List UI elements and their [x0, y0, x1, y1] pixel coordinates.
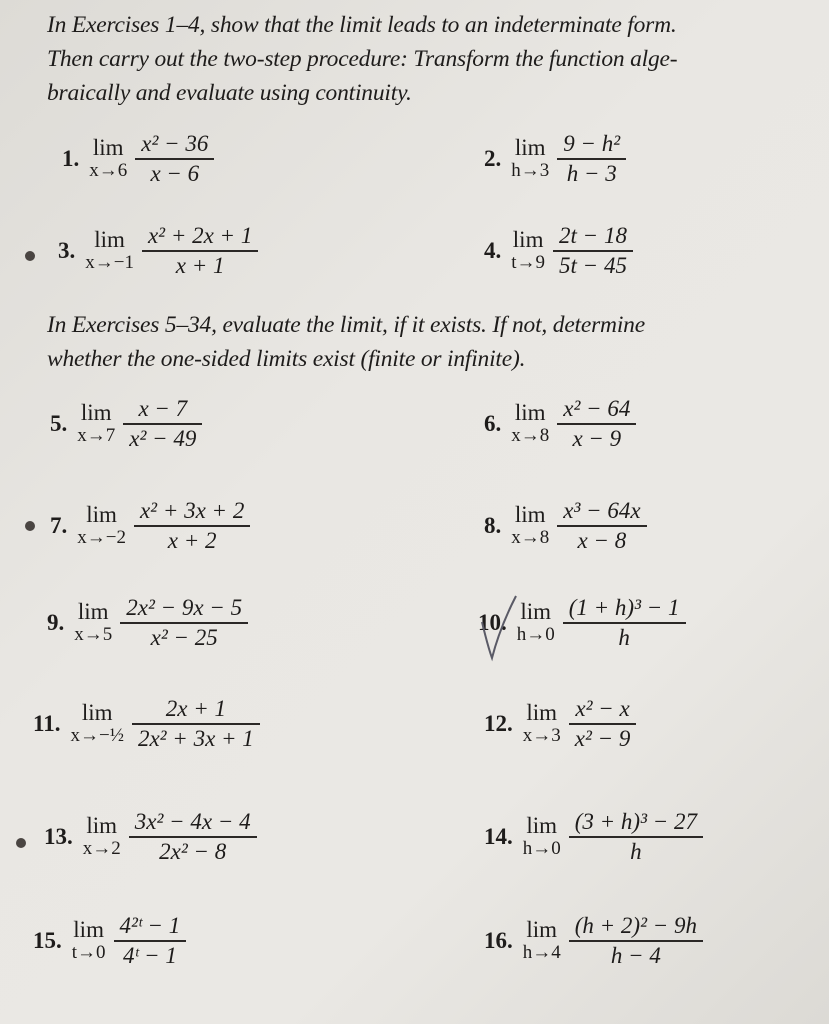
exercise-number: 8.	[484, 512, 502, 538]
exercise-item	[484, 695, 636, 753]
exercise-item	[484, 222, 633, 280]
denominator: h − 4	[610, 942, 661, 968]
exercise-item	[33, 695, 260, 753]
numerator: x² + 2x + 1	[147, 223, 253, 248]
lim-word: lim	[514, 134, 546, 160]
numerator: x² − x	[575, 696, 630, 721]
limit-approach: x→2	[82, 837, 121, 859]
limit-operator	[511, 503, 549, 549]
numerator: (1 + h)³ − 1	[568, 595, 680, 620]
denominator: x² − 25	[150, 624, 218, 650]
lim-word: lim	[92, 134, 124, 160]
limit-approach: x→−½	[70, 724, 124, 746]
limit-approach: x→3	[522, 724, 561, 746]
numerator: (h + 2)² − 9h	[574, 913, 698, 938]
limit-operator	[517, 600, 555, 646]
limit-operator	[511, 136, 549, 182]
exercise-number: 12.	[484, 710, 513, 736]
exercise-number: 7.	[50, 512, 68, 538]
exercise-number: 9.	[47, 609, 65, 635]
limit-operator	[77, 401, 115, 447]
exercise-item	[484, 808, 703, 866]
fraction	[129, 808, 257, 866]
exercise-number: 5.	[50, 410, 68, 436]
limit-operator	[89, 136, 127, 182]
limit-operator	[83, 814, 121, 860]
limit-approach: t→0	[71, 941, 106, 963]
numerator: x² + 3x + 2	[139, 498, 245, 523]
lim-word: lim	[514, 399, 546, 425]
limit-approach: x→−2	[77, 526, 126, 548]
denominator: x − 9	[572, 425, 622, 451]
lim-word: lim	[526, 916, 558, 942]
denominator: x + 2	[167, 527, 217, 553]
fraction	[120, 594, 248, 652]
denominator: x + 1	[175, 252, 225, 278]
limit-operator	[511, 401, 549, 447]
limit-operator	[70, 701, 123, 747]
instruction-line: In Exercises 5–34, evaluate the limit, if it exists. If not, determine	[47, 312, 645, 338]
limit-approach: x→7	[77, 424, 116, 446]
fraction	[132, 695, 260, 753]
numerator: 3x² − 4x − 4	[134, 809, 251, 834]
denominator: x² − 49	[129, 425, 197, 451]
lim-word: lim	[514, 501, 546, 527]
exercise-item	[62, 130, 214, 188]
instruction-line: In Exercises 1–4, show that the limit leads to an indeterminate form.	[47, 12, 677, 38]
instructions-exercises-5-34	[47, 308, 817, 376]
numerator: x² − 36	[141, 131, 209, 156]
exercise-item	[484, 497, 647, 555]
numerator: 2t − 18	[559, 223, 627, 248]
fraction	[135, 130, 214, 188]
exercise-item	[484, 395, 636, 453]
limit-approach: h→4	[522, 941, 561, 963]
fraction	[563, 594, 686, 652]
limit-operator	[77, 503, 126, 549]
exercise-number: 6.	[484, 410, 502, 436]
exercise-number: 10.	[478, 609, 507, 635]
fraction	[553, 222, 633, 280]
exercise-number: 1.	[62, 145, 80, 171]
limit-approach: x→5	[74, 623, 113, 645]
numerator: x² − 64	[563, 396, 631, 421]
exercise-number: 3.	[58, 237, 76, 263]
denominator: 2x² − 8	[159, 838, 227, 864]
exercise-number: 13.	[44, 823, 73, 849]
exercise-item	[50, 497, 250, 555]
exercise-item	[44, 808, 257, 866]
exercise-item	[484, 130, 626, 188]
lim-word: lim	[94, 226, 125, 252]
limit-operator	[523, 814, 561, 860]
exercise-number: 15.	[33, 927, 62, 953]
limit-approach: h→0	[516, 623, 555, 645]
numerator: 9 − h²	[563, 131, 621, 156]
lim-word: lim	[86, 812, 118, 838]
denominator: 2x² + 3x + 1	[137, 725, 254, 751]
lim-word: lim	[80, 399, 112, 425]
lim-word: lim	[526, 699, 558, 725]
lim-word: lim	[73, 916, 104, 942]
numerator: x³ − 64x	[563, 498, 641, 523]
numerator: (3 + h)³ − 27	[574, 809, 698, 834]
denominator: 4ᵗ − 1	[122, 942, 177, 968]
denominator: h − 3	[566, 160, 617, 186]
limit-operator	[72, 918, 106, 964]
limit-operator	[523, 918, 561, 964]
fraction	[123, 395, 202, 453]
denominator: x² − 9	[574, 725, 631, 751]
exercise-number: 4.	[484, 237, 502, 263]
denominator: h	[618, 624, 630, 650]
pen-mark-icon	[16, 838, 26, 848]
limit-approach: h→0	[522, 837, 561, 859]
fraction	[569, 808, 703, 866]
limit-approach: x→8	[511, 424, 550, 446]
fraction	[114, 912, 187, 970]
lim-word: lim	[81, 699, 113, 725]
denominator: x − 6	[150, 160, 200, 186]
pen-mark-icon	[25, 251, 35, 261]
exercise-item	[484, 912, 703, 970]
fraction	[569, 695, 637, 753]
limit-operator	[511, 228, 545, 274]
exercise-item	[33, 912, 186, 970]
lim-word: lim	[77, 598, 109, 624]
exercise-number: 11.	[33, 710, 61, 736]
instruction-line: braically and evaluate using continuity.	[47, 80, 412, 106]
instructions-exercises-1-4	[47, 8, 817, 110]
lim-word: lim	[526, 812, 558, 838]
exercise-item	[50, 395, 202, 453]
denominator: x − 8	[577, 527, 627, 553]
fraction	[134, 497, 250, 555]
instruction-line: Then carry out the two-step procedure: Transform the function alge-	[47, 46, 678, 72]
pen-mark-icon	[25, 521, 35, 531]
fraction	[569, 912, 703, 970]
lim-word: lim	[512, 226, 544, 252]
limit-approach: x→−1	[85, 251, 134, 273]
limit-operator	[85, 228, 134, 274]
instruction-line: whether the one-sided limits exist (finite or infinite).	[47, 346, 526, 372]
exercise-item	[47, 594, 248, 652]
exercise-number: 2.	[484, 145, 502, 171]
denominator: 5t − 45	[559, 252, 627, 278]
exercise-item	[58, 222, 258, 280]
limit-approach: x→6	[89, 159, 128, 181]
numerator: 2x² − 9x − 5	[126, 595, 243, 620]
fraction	[557, 497, 646, 555]
limit-operator	[74, 600, 112, 646]
exercise-number: 16.	[484, 927, 513, 953]
lim-word: lim	[520, 598, 552, 624]
numerator: 4²ᵗ − 1	[119, 913, 181, 938]
exercise-number: 14.	[484, 823, 513, 849]
limit-approach: h→3	[511, 159, 550, 181]
limit-approach: x→8	[511, 526, 550, 548]
numerator: 2x + 1	[165, 696, 226, 721]
checkmark-icon	[478, 592, 518, 662]
numerator: x − 7	[138, 396, 188, 421]
limit-operator	[523, 701, 561, 747]
limit-approach: t→9	[511, 251, 546, 273]
fraction	[557, 130, 626, 188]
lim-word: lim	[86, 501, 117, 527]
fraction	[557, 395, 636, 453]
denominator: h	[630, 838, 642, 864]
fraction	[142, 222, 258, 280]
